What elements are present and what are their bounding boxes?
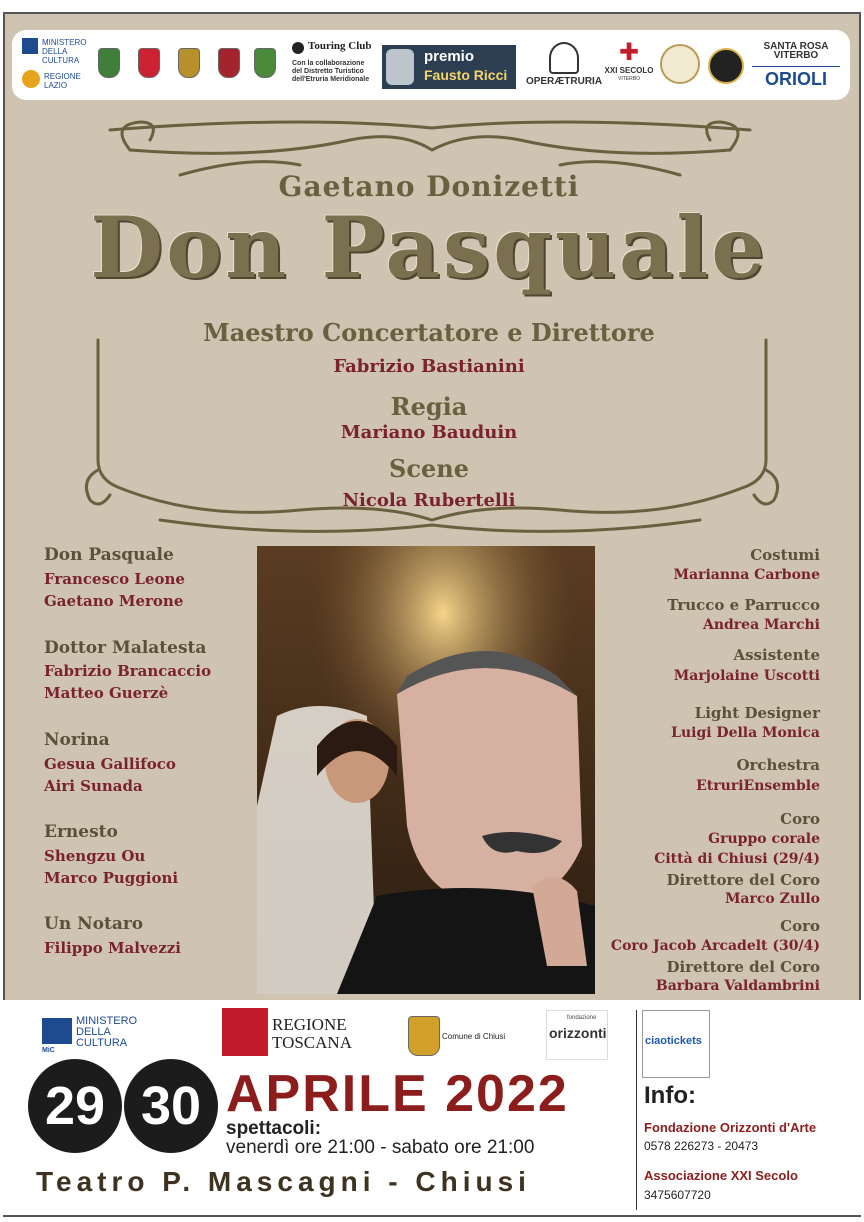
crew-name: Luigi Della Monica (671, 725, 820, 741)
touring-collab-1: Con la collaborazione (292, 60, 365, 67)
cast-role: Ernesto (44, 822, 118, 842)
crew-name: Città di Chiusi (29/4) (654, 851, 820, 867)
info-org-1: Fondazione Orizzonti d'Arte (644, 1120, 817, 1135)
info-org-2: Associazione XXI Secolo (644, 1168, 798, 1183)
toscana-line2: TOSCANA (272, 1033, 352, 1052)
credit-role-conductor: Maestro Concertatore e Direttore (203, 318, 655, 347)
date-day-1: 29 (28, 1059, 122, 1153)
info-phone-1[interactable]: 0578 226273 - 20473 (644, 1139, 759, 1153)
ciaotickets-logo[interactable] (642, 1010, 710, 1078)
ministero-line2: DELLA (42, 47, 68, 56)
cast-name: Gesua Gallifoco (44, 755, 176, 773)
cast-name: Filippo Malvezzi (44, 939, 181, 957)
cast-role: Un Notaro (44, 914, 144, 934)
crew-name: Coro Jacob Arcadelt (30/4) (610, 938, 820, 954)
credit-role-regia: Regia (390, 392, 468, 421)
cross-icon: ✚ (618, 39, 640, 66)
lazio-line2: LAZIO (44, 81, 68, 90)
ministero-line3: CULTURA (42, 56, 80, 65)
opera-illustration (257, 546, 595, 994)
orizzonti-logo (546, 1010, 608, 1060)
crew-role: Trucco e Parrucco (667, 596, 820, 614)
ministero-line2: DELLA (76, 1026, 111, 1038)
illustration-svg (257, 546, 595, 994)
touring-club-label: Touring Club (308, 40, 372, 52)
crew-name: EtruriEnsemble (696, 778, 820, 794)
credit-name-scene: Nicola Rubertelli (342, 490, 516, 511)
cast-name: Airi Sunada (44, 777, 143, 795)
ministero-line3: CULTURA (76, 1037, 128, 1049)
xxi-sub-label: VITERBO (618, 76, 640, 82)
comune-chiusi-label: Comune di Chiusi (442, 1032, 506, 1041)
crew-name: Marianna Carbone (673, 567, 820, 583)
crew-name: Barbara Valdambrini (655, 978, 820, 994)
crew-name: Marjolaine Uscotti (673, 668, 820, 684)
shows-label: spettacoli: (226, 1118, 322, 1139)
crew-name: Andrea Marchi (702, 617, 820, 633)
crew-role: Direttore del Coro (666, 958, 820, 976)
info-phone-2[interactable]: 3475607720 (644, 1188, 711, 1202)
cast-name: Fabrizio Brancaccio (44, 662, 212, 680)
shows-times: venerdì ore 21:00 - sabato ore 21:00 (226, 1137, 535, 1158)
crew-role: Coro (780, 917, 820, 935)
composer-name: Gaetano Donizetti (278, 170, 580, 203)
toscana-line1: REGIONE (272, 1015, 347, 1034)
fausto-ricci-label: Fausto Ricci (424, 67, 508, 83)
cast-role: Don Pasquale (44, 545, 174, 565)
crew-role: Orchestra (736, 756, 820, 774)
premio-label: premio (424, 48, 475, 65)
ministero-line1: MINISTERO (76, 1015, 138, 1027)
cast-role: Norina (44, 730, 110, 750)
orioli-label: ORIOLI (765, 69, 827, 89)
opera-title: Don Pasquale (90, 198, 768, 297)
credit-name-conductor: Fabrizio Bastianini (333, 356, 525, 377)
opera-label: OPERÆTRURIA (525, 76, 603, 87)
touring-collab-2: del Distretto Turistico (292, 68, 364, 75)
crew-name: Marco Zullo (724, 891, 820, 907)
crew-role: Assistente (733, 646, 820, 664)
touring-collab-3: dell'Etruria Meridionale (292, 76, 370, 83)
man-face (397, 668, 582, 906)
cast-role: Dottor Malatesta (44, 638, 207, 658)
cast-name: Shengzu Ou (44, 847, 146, 865)
cast-name: Marco Puggioni (44, 869, 179, 887)
ciaotickets-label: ciaotickets (645, 1035, 702, 1047)
crew-name: Gruppo corale (708, 831, 820, 847)
mic-label: MiC (42, 1047, 55, 1054)
santa-rosa-label: SANTA ROSA VITERBO (763, 41, 829, 61)
regione-toscana-icon (222, 1008, 268, 1056)
venue: Teatro P. Mascagni - Chiusi (36, 1166, 531, 1197)
orizzonti-small-label: fondazione (567, 1015, 597, 1021)
date-day-2: 30 (124, 1059, 218, 1153)
credit-role-scene: Scene (389, 454, 469, 483)
info-title: Info: (644, 1082, 696, 1109)
mic-icon (42, 1018, 72, 1044)
comune-chiusi-crest (408, 1016, 440, 1056)
cast-name: Gaetano Merone (44, 592, 184, 610)
crew-role: Light Designer (694, 704, 820, 722)
lazio-line1: REGIONE (44, 72, 81, 81)
cast-name: Matteo Guerzè (44, 684, 169, 702)
info-divider (636, 1010, 637, 1210)
credit-name-regia: Mariano Bauduin (340, 422, 518, 443)
crew-role: Coro (780, 810, 820, 828)
orizzonti-label: orizzonti (549, 1025, 607, 1041)
crew-role: Costumi (750, 546, 820, 564)
cast-name: Francesco Leone (44, 570, 185, 588)
regione-toscana-label (272, 1016, 352, 1052)
crew-role: Direttore del Coro (666, 871, 820, 889)
ministero-line1: MINISTERO (42, 38, 87, 47)
xxi-label: XXI SECOLO (604, 66, 654, 75)
date-month-year: APRILE 2022 (226, 1065, 569, 1123)
